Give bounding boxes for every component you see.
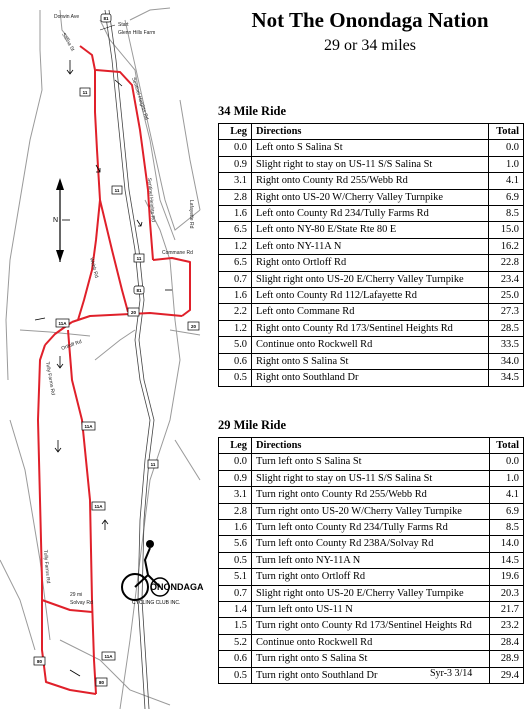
- total-cell: 16.2: [489, 238, 524, 254]
- leg-cell: 0.5: [219, 370, 252, 386]
- directions-cell: Turn left onto NY-11A N: [252, 552, 490, 568]
- svg-text:11: 11: [82, 90, 88, 95]
- leg-cell: 1.6: [219, 520, 252, 536]
- directions-cell: Right onto Ortloff Rd: [252, 255, 489, 271]
- table-row: [219, 271, 524, 287]
- total-cell: 28.4: [490, 634, 524, 650]
- table-row: [219, 370, 524, 386]
- leg-cell: 5.0: [219, 337, 252, 353]
- total-cell: 27.3: [489, 304, 524, 320]
- start-location: Glenn Hills Farm: [118, 30, 156, 36]
- road-label-tully-farms: Tully Farms Rd: [44, 361, 56, 396]
- table-row: [219, 634, 524, 650]
- directions-cell: Turn left onto US-11 N: [252, 602, 490, 618]
- total-cell: 6.9: [490, 503, 524, 519]
- table-row: [219, 503, 524, 519]
- table-row: [219, 520, 524, 536]
- shield-11-a: [80, 88, 90, 96]
- leg-cell: 1.2: [219, 320, 252, 336]
- leg-cell: 1.4: [219, 602, 252, 618]
- road-label-solvay: Solvay Rd: [70, 600, 93, 606]
- shield-81-top: [101, 14, 111, 22]
- total-cell: 6.9: [489, 189, 524, 205]
- road-label-split-29: 29 mi: [70, 592, 83, 598]
- total-cell: 1.0: [489, 156, 524, 172]
- shield-11a-d: [102, 652, 115, 660]
- leg-cell: 5.2: [219, 634, 252, 650]
- leg-cell: 1.6: [219, 288, 252, 304]
- total-cell: 19.6: [490, 569, 524, 585]
- shield-81-mid: [134, 286, 144, 294]
- shield-11-d: [148, 460, 158, 468]
- directions-cell: Slight right to stay on US-11 S/S Salina St: [252, 156, 489, 172]
- shield-11a-a: [56, 319, 69, 327]
- sheet-id: Syr-3 3/14: [430, 668, 473, 679]
- shield-20-a: [128, 308, 139, 316]
- shield-80-a: [34, 657, 45, 665]
- road-label-tully-farms-lower: Tully Farms Rd: [42, 549, 51, 584]
- directions-cell: Slight right to stay on US-11 S/S Salina St: [252, 470, 490, 486]
- total-cell: 34.0: [489, 353, 524, 369]
- directions-cell: Turn left onto County Rd 234/Tully Farms Rd: [252, 520, 490, 536]
- total-cell: 23.2: [490, 618, 524, 634]
- club-name: ONONDAGA: [150, 582, 204, 592]
- table-row: [219, 470, 524, 486]
- total-cell: 4.1: [489, 173, 524, 189]
- table-row: [219, 156, 524, 172]
- svg-text:11: 11: [136, 256, 142, 261]
- leg-cell: 0.7: [219, 271, 252, 287]
- leg-cell: 1.5: [219, 618, 252, 634]
- svg-text:81: 81: [103, 16, 109, 21]
- column-header-directions: Directions: [252, 438, 490, 454]
- total-cell: 8.5: [489, 206, 524, 222]
- directions-cell: Left onto NY-80 E/State Rte 80 E: [252, 222, 489, 238]
- svg-text:20: 20: [190, 324, 197, 329]
- table-row: [219, 454, 524, 470]
- total-cell: 28.5: [489, 320, 524, 336]
- shield-80-b: [96, 678, 107, 686]
- table-row: [219, 238, 524, 254]
- directions-cell: Slight right onto US-20 E/Cherry Valley Turnpike: [252, 585, 490, 601]
- directions-cell: Turn left onto County Rd 238A/Solvay Rd: [252, 536, 490, 552]
- shield-20-b: [188, 322, 199, 330]
- directions-cell: Left onto County Rd 112/Lafayette Rd: [252, 288, 489, 304]
- svg-text:80: 80: [36, 659, 43, 664]
- table-row: [219, 585, 524, 601]
- directions-cell: Left onto NY-11A N: [252, 238, 489, 254]
- total-cell: 0.0: [490, 454, 524, 470]
- svg-text:11: 11: [114, 188, 120, 193]
- leg-cell: 0.0: [219, 454, 252, 470]
- directions-cell: Left onto Commane Rd: [252, 304, 489, 320]
- total-cell: 14.0: [490, 536, 524, 552]
- table-row: [219, 353, 524, 369]
- leg-cell: 6.5: [219, 222, 252, 238]
- table-row: [219, 552, 524, 568]
- directions-cell: Turn right onto Ortloff Rd: [252, 569, 490, 585]
- table-row: [219, 536, 524, 552]
- total-cell: 25.0: [489, 288, 524, 304]
- table-row: [219, 206, 524, 222]
- svg-text:11: 11: [150, 462, 156, 467]
- table-row: [219, 618, 524, 634]
- shield-11-b: [112, 186, 122, 194]
- bike-route: [38, 46, 190, 694]
- directions-cell: Continue onto Rockwell Rd: [252, 634, 490, 650]
- table-row: [219, 487, 524, 503]
- total-cell: 20.3: [490, 585, 524, 601]
- total-cell: 28.9: [490, 651, 524, 667]
- leg-cell: 1.6: [219, 206, 252, 222]
- table-row: [219, 651, 524, 667]
- shield-11a-b: [82, 422, 95, 430]
- column-header-directions: Directions: [252, 124, 489, 140]
- club-subtitle: CYCLING CLUB INC.: [132, 600, 181, 606]
- leg-cell: 0.5: [219, 667, 252, 683]
- leg-cell: 2.8: [219, 503, 252, 519]
- table-header-row: [219, 124, 524, 140]
- shield-11-c: [134, 254, 144, 262]
- table-row: [219, 288, 524, 304]
- road-label-sentinel-heights: Sentinel Heights Rd: [146, 177, 156, 223]
- svg-text:11A: 11A: [84, 424, 93, 429]
- table-row: [219, 667, 524, 683]
- directions-cell: Slight right onto US-20 E/Cherry Valley Turnpike: [252, 271, 489, 287]
- leg-cell: 2.2: [219, 304, 252, 320]
- directions-cell: Right onto County Rd 173/Sentinel Heights Rd: [252, 320, 489, 336]
- leg-cell: 1.2: [219, 238, 252, 254]
- directions-cell: Right onto County Rd 255/Webb Rd: [252, 173, 489, 189]
- total-cell: 0.0: [489, 140, 524, 156]
- directions-cell: Turn left onto S Salina St: [252, 454, 490, 470]
- ride-34-table: [218, 123, 524, 387]
- directions-cell: Continue onto Rockwell Rd: [252, 337, 489, 353]
- total-cell: 15.0: [489, 222, 524, 238]
- leg-cell: 6.5: [219, 255, 252, 271]
- directions-cell: Turn right onto S Salina St: [252, 651, 490, 667]
- table-row: [219, 173, 524, 189]
- svg-text:11A: 11A: [104, 654, 113, 659]
- shield-11a-c: [92, 502, 105, 510]
- directions-cell: Turn right onto County Rd 173/Sentinel Heights Rd: [252, 618, 490, 634]
- svg-text:11A: 11A: [94, 504, 103, 509]
- total-cell: 23.4: [489, 271, 524, 287]
- svg-text:80: 80: [98, 680, 105, 685]
- north-label: N: [52, 217, 58, 224]
- leg-cell: 0.0: [219, 140, 252, 156]
- ride-29-title: 29 Mile Ride: [218, 418, 287, 432]
- svg-text:11A: 11A: [58, 321, 67, 326]
- leg-cell: 0.9: [219, 470, 252, 486]
- leg-cell: 0.7: [219, 585, 252, 601]
- table-row: [219, 222, 524, 238]
- directions-cell: Turn right onto Southland Dr: [252, 667, 490, 683]
- table-row: [219, 337, 524, 353]
- start-label: Start: [118, 22, 129, 28]
- leg-cell: 0.5: [219, 552, 252, 568]
- directions-cell: Right onto US-20 W/Cherry Valley Turnpike: [252, 189, 489, 205]
- table-header-row: [219, 438, 524, 454]
- total-cell: 1.0: [490, 470, 524, 486]
- leg-cell: 5.1: [219, 569, 252, 585]
- table-row: [219, 569, 524, 585]
- directions-cell: Right onto Southland Dr: [252, 370, 489, 386]
- leg-cell: 3.1: [219, 487, 252, 503]
- total-cell: 21.7: [490, 602, 524, 618]
- page-title: Not The Onondaga Nation: [251, 8, 489, 32]
- column-header-leg: Leg: [219, 438, 252, 454]
- total-cell: 33.5: [489, 337, 524, 353]
- leg-cell: 5.6: [219, 536, 252, 552]
- club-logo: [122, 540, 204, 606]
- road-label-commane: Commane Rd: [162, 250, 193, 256]
- leg-cell: 0.6: [219, 353, 252, 369]
- total-cell: 22.8: [489, 255, 524, 271]
- table-row: [219, 602, 524, 618]
- page-subtitle: 29 or 34 miles: [324, 37, 416, 54]
- north-arrow: [53, 178, 70, 262]
- total-cell: 29.4: [490, 667, 524, 683]
- svg-text:20: 20: [130, 310, 137, 315]
- directions-cell: Right onto S Salina St: [252, 353, 489, 369]
- road-label-sentinel-heights-top: Sentinel Heights Rd: [130, 76, 150, 121]
- table-row: [219, 320, 524, 336]
- total-cell: 34.5: [489, 370, 524, 386]
- road-label-ortloff: Ortloff Rd: [60, 338, 83, 352]
- table-row: [219, 140, 524, 156]
- table-row: [219, 255, 524, 271]
- ride-34-title: 34 Mile Ride: [218, 104, 287, 118]
- column-header-total: Total: [490, 438, 524, 454]
- total-cell: 4.1: [490, 487, 524, 503]
- directions-cell: Left onto S Salina St: [252, 140, 489, 156]
- ride-29-table: [218, 437, 524, 684]
- road-label-dorwin: Dorwin Ave: [54, 14, 80, 20]
- road-labels: [42, 14, 194, 606]
- road-label-lafayette: Lafayette Rd: [188, 200, 194, 229]
- leg-cell: 2.8: [219, 189, 252, 205]
- column-header-total: Total: [489, 124, 524, 140]
- leg-cell: 0.9: [219, 156, 252, 172]
- leg-cell: 0.6: [219, 651, 252, 667]
- directions-cell: Turn right onto US-20 W/Cherry Valley Turnpike: [252, 503, 490, 519]
- road-label-salina: Salina St: [60, 32, 76, 53]
- route-map: [0, 0, 205, 709]
- leg-cell: 3.1: [219, 173, 252, 189]
- table-row: [219, 189, 524, 205]
- total-cell: 8.5: [490, 520, 524, 536]
- svg-text:81: 81: [136, 288, 142, 293]
- table-row: [219, 304, 524, 320]
- road-label-webb: Webb Rd: [88, 256, 100, 279]
- directions-cell: Turn right onto County Rd 255/Webb Rd: [252, 487, 490, 503]
- column-header-leg: Leg: [219, 124, 252, 140]
- directions-cell: Left onto County Rd 234/Tully Farms Rd: [252, 206, 489, 222]
- total-cell: 14.5: [490, 552, 524, 568]
